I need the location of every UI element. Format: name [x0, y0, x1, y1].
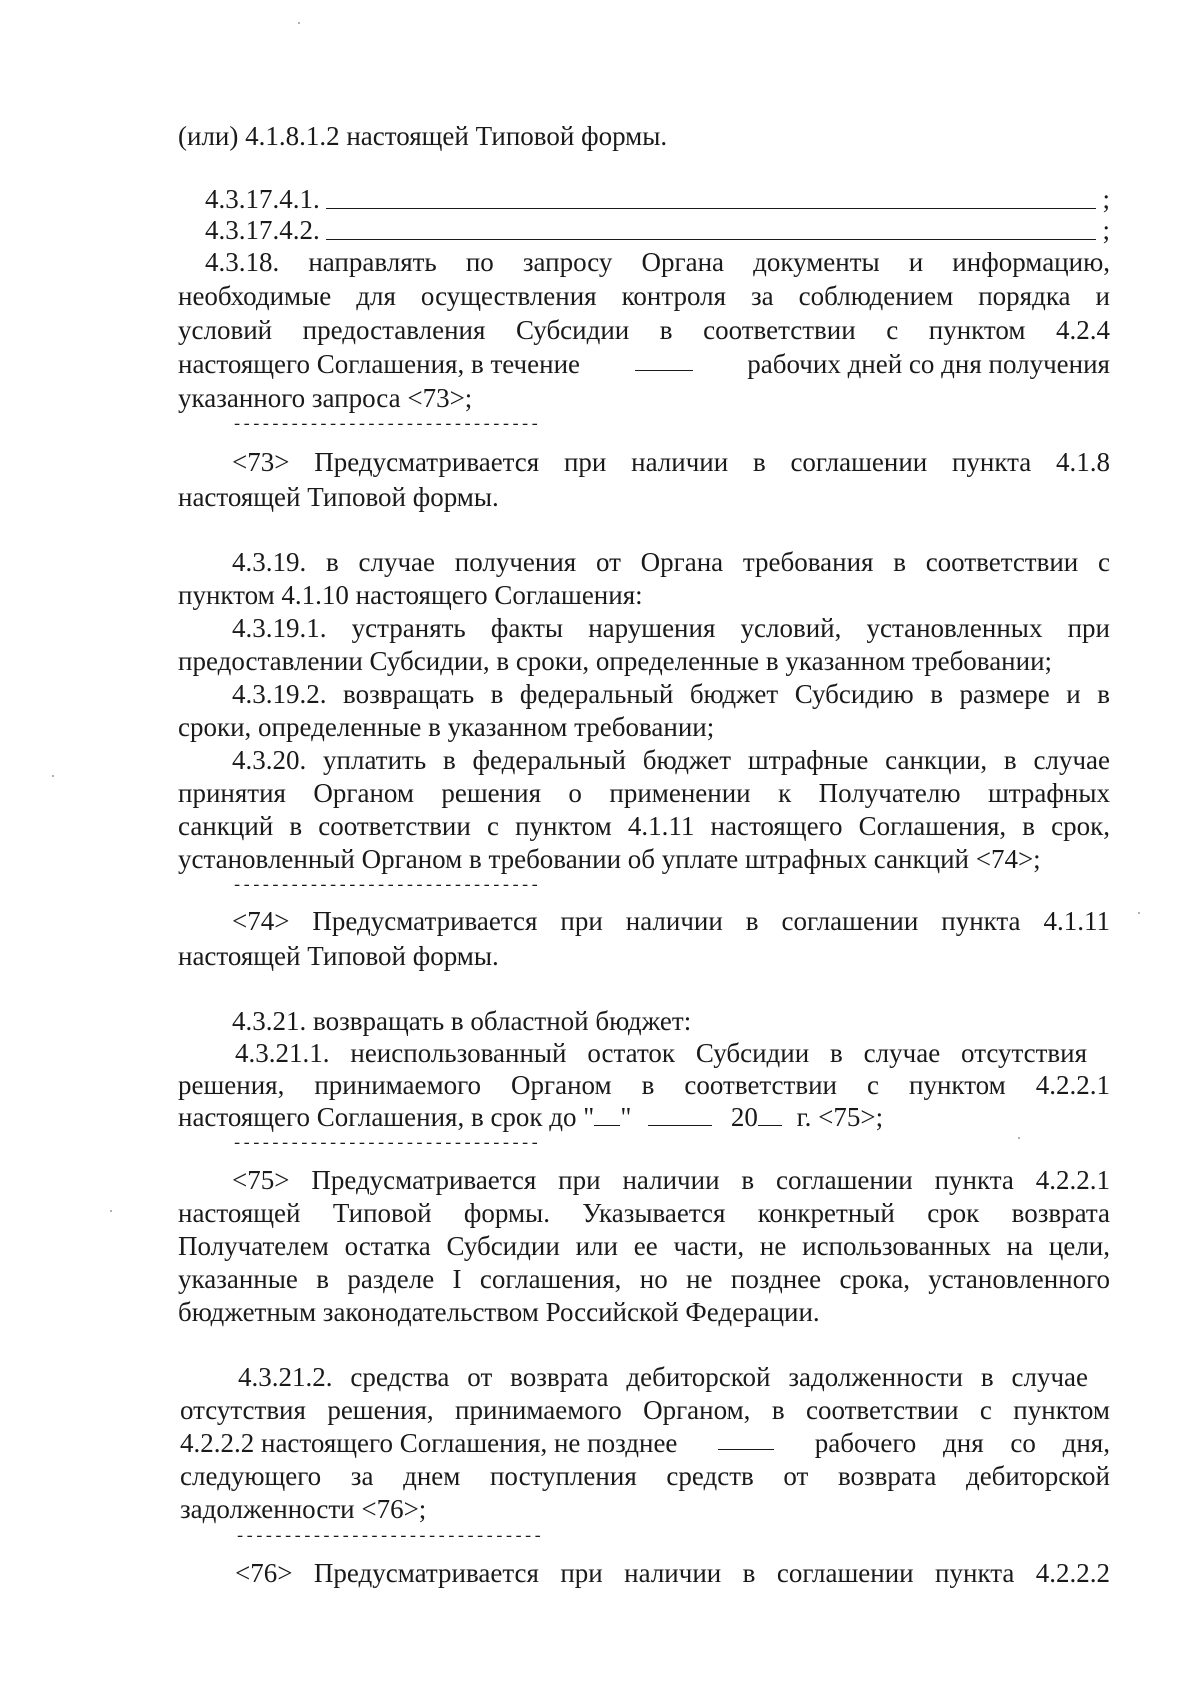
p4318-line-4a: настоящего Соглашения, в течение — [178, 349, 581, 379]
footnote-75-line-1: <75> Предусматривается при наличии в соглашении пункта 4.2.2.1 — [232, 1165, 1110, 1195]
intro-line: (или) 4.1.8.1.2 настоящей Типовой формы. — [178, 121, 668, 151]
p4319-line-5: 4.3.19.2. возвращать в федеральный бюджет Субсидию в размере и в — [232, 679, 1110, 709]
p4318-line-5: указанного запроса <73>; — [178, 383, 473, 413]
footnote-73-line-2: настоящей Типовой формы. — [178, 482, 499, 512]
p4321-line-4-text: настоящего Соглашения, в срок до " — [178, 1102, 595, 1132]
p4320-line-2: принятия Органом решения о применении к Получателю штрафных — [178, 778, 1110, 808]
fill-line-4-3-17-4-2 — [205, 214, 1110, 246]
p4319-line-1: 4.3.19. в случае получения от Органа требования в соответствии с — [232, 547, 1110, 577]
blank-field — [326, 207, 1097, 209]
footnote-76-line-1: <76> Предусматривается при наличии в соглашении пункта 4.2.2.2 — [235, 1558, 1110, 1588]
fill-line-label: 4.3.17.4.2. — [205, 215, 320, 245]
quote-close: " — [620, 1102, 632, 1132]
footnote-75-line-3: Получателем остатка Субсидии или ее части, не использованных на цели, — [178, 1231, 1110, 1261]
p4321-line-4 — [178, 1101, 883, 1133]
p4321-line-3: решения, принимаемого Органом в соответствии с пунктом 4.2.2.1 — [178, 1070, 1110, 1100]
footnote-75-line-5: бюджетным законодательством Российской Федерации. — [178, 1297, 820, 1327]
scan-speck — [298, 22, 300, 24]
footnote-separator: -------------------------------- — [232, 877, 540, 896]
fill-line-end: ; — [1102, 184, 1110, 214]
footnote-separator: -------------------------------- — [232, 416, 540, 435]
footnote-73-line-1: <73> Предусматривается при наличии в соглашении пункта 4.1.8 — [232, 447, 1110, 477]
blank-days — [718, 1427, 774, 1450]
fill-line-end: ; — [1102, 215, 1110, 245]
footnote-separator: -------------------------------- — [235, 1528, 543, 1547]
p4319-line-4: предоставлении Субсидии, в сроки, определенные в указанном требовании; — [178, 646, 1053, 676]
p4320-line-1: 4.3.20. уплатить в федеральный бюджет штрафные санкции, в случае — [232, 745, 1110, 775]
p4320-line-4: установленный Органом в требовании об уплате штрафных санкций <74>; — [178, 844, 1041, 874]
blank-day — [594, 1103, 620, 1126]
fill-line-label: 4.3.17.4.1. — [205, 184, 320, 214]
p4318-line-3: условий предоставления Субсидии в соответствии с пунктом 4.2.4 — [178, 315, 1110, 345]
p4319-line-6: сроки, определенные в указанном требовании; — [178, 712, 715, 742]
blank-year — [758, 1103, 782, 1126]
p4318-line-1: 4.3.18. направлять по запросу Органа документы и информацию, — [205, 247, 1110, 277]
p4321-line-1: 4.3.21. возвращать в областной бюджет: — [232, 1006, 692, 1036]
p43212-line-1: 4.3.21.2. средства от возврата дебиторской задолженности в случае — [238, 1362, 1088, 1392]
footnote-75-line-2: настоящей Типовой формы. Указывается конкретный срок возврата — [178, 1198, 1110, 1228]
scan-speck — [110, 1210, 112, 1212]
p43212-line-3 — [180, 1427, 1110, 1459]
blank-month — [648, 1103, 712, 1126]
footnote-74-line-2: настоящей Типовой формы. — [178, 941, 499, 971]
p43212-line-4: следующего за днем поступления средств от возврата дебиторской — [180, 1461, 1110, 1491]
year-prefix: 20 — [730, 1102, 758, 1132]
p4318-line-4 — [178, 348, 1110, 380]
footnote-74-line-1: <74> Предусматривается при наличии в соглашении пункта 4.1.11 — [232, 906, 1110, 936]
fill-line-4-3-17-4-1 — [205, 183, 1110, 215]
p43212-line-3b: рабочего дня со дня, — [814, 1428, 1110, 1458]
p4318-line-4b: рабочих дней со дня получения — [747, 349, 1110, 379]
scan-speck — [1018, 1137, 1020, 1139]
p4318-line-2: необходимые для осуществления контроля за соблюдением порядка и — [178, 281, 1110, 311]
blank-field — [326, 238, 1097, 240]
scan-speck — [52, 775, 54, 777]
p4321-line-2: 4.3.21.1. неиспользованный остаток Субсидии в случае отсутствия — [235, 1038, 1087, 1068]
p4321-line-4-end: г. <75>; — [796, 1102, 884, 1132]
footnote-separator: -------------------------------- — [232, 1135, 540, 1154]
footnote-75-line-4: указанные в разделе I соглашения, но не позднее срока, установленного — [178, 1264, 1110, 1294]
blank-days — [635, 348, 693, 371]
scan-speck — [1138, 912, 1140, 914]
p43212-line-5: задолженности <76>; — [180, 1494, 427, 1524]
p4319-line-3: 4.3.19.1. устранять факты нарушения условий, установленных при — [232, 613, 1110, 643]
p4320-line-3: санкций в соответствии с пунктом 4.1.11 настоящего Соглашения, в срок, — [178, 811, 1110, 841]
p4319-line-2: пунктом 4.1.10 настоящего Соглашения: — [178, 580, 643, 610]
p43212-line-2: отсутствия решения, принимаемого Органом, в соответствии с пунктом — [180, 1395, 1110, 1425]
p43212-line-3a: 4.2.2.2 настоящего Соглашения, не позднее — [180, 1428, 678, 1458]
